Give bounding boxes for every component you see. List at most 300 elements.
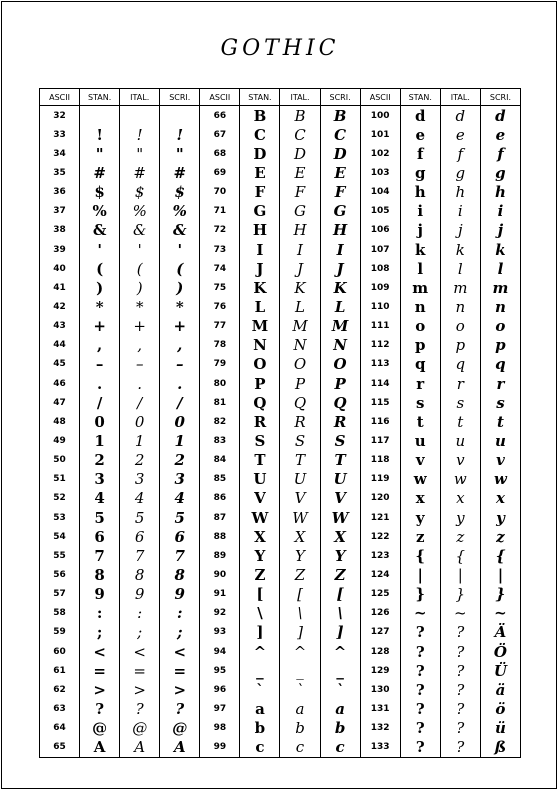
- standard-glyph-cell: &: [80, 221, 120, 240]
- italic-glyph-cell: (: [120, 259, 160, 278]
- standard-glyph-cell: 7: [80, 546, 120, 565]
- ascii-code-cell: 93: [200, 623, 240, 642]
- column-header-ascii-code: ASCII: [200, 89, 240, 106]
- standard-glyph-cell: _: [240, 661, 280, 680]
- script-glyph-cell: W: [320, 508, 360, 527]
- italic-glyph-cell: %: [120, 202, 160, 221]
- italic-glyph-cell: p: [440, 336, 480, 355]
- ascii-code-cell: 42: [40, 297, 80, 316]
- standard-glyph-cell: g: [400, 163, 440, 182]
- ascii-code-cell: 35: [40, 163, 80, 182]
- script-glyph-cell: A: [160, 738, 200, 758]
- italic-glyph-cell: }: [440, 585, 480, 604]
- script-glyph-cell: 6: [160, 527, 200, 546]
- standard-glyph-cell: D: [240, 144, 280, 163]
- column-header-italic-glyph: ITAL.: [120, 89, 160, 106]
- ascii-code-cell: 46: [40, 374, 80, 393]
- ascii-code-cell: 67: [200, 125, 240, 144]
- table-row: [40, 393, 521, 412]
- italic-glyph-cell: 2: [120, 451, 160, 470]
- italic-glyph-cell: C: [280, 125, 320, 144]
- italic-glyph-cell: A: [120, 738, 160, 758]
- standard-glyph-cell: G: [240, 202, 280, 221]
- table-row: [40, 738, 521, 758]
- italic-glyph-cell: x: [440, 489, 480, 508]
- standard-glyph-cell: ): [80, 278, 120, 297]
- ascii-code-cell: 63: [40, 699, 80, 718]
- italic-glyph-cell: J: [280, 259, 320, 278]
- script-glyph-cell: ,: [160, 336, 200, 355]
- standard-glyph-cell: `: [240, 680, 280, 699]
- italic-glyph-cell: 1: [120, 431, 160, 450]
- italic-glyph-cell: z: [440, 527, 480, 546]
- script-glyph-cell: e: [480, 125, 520, 144]
- ascii-code-cell: 102: [360, 144, 400, 163]
- script-glyph-cell: v: [480, 451, 520, 470]
- table-row: [40, 183, 521, 202]
- ascii-code-cell: 105: [360, 202, 400, 221]
- standard-glyph-cell: 9: [80, 585, 120, 604]
- ascii-code-cell: 133: [360, 738, 400, 758]
- table-row: [40, 546, 521, 565]
- standard-glyph-cell: o: [400, 317, 440, 336]
- ascii-code-cell: 112: [360, 336, 400, 355]
- script-glyph-cell: _: [320, 661, 360, 680]
- script-glyph-cell: ;: [160, 623, 200, 642]
- italic-glyph-cell: 0: [120, 412, 160, 431]
- italic-glyph-cell: K: [280, 278, 320, 297]
- script-glyph-cell: z: [480, 527, 520, 546]
- standard-glyph-cell: [80, 106, 120, 126]
- table-row: [40, 336, 521, 355]
- ascii-code-cell: 55: [40, 546, 80, 565]
- italic-glyph-cell: N: [280, 336, 320, 355]
- standard-glyph-cell: r: [400, 374, 440, 393]
- italic-glyph-cell: R: [280, 412, 320, 431]
- italic-glyph-cell: =: [120, 661, 160, 680]
- standard-glyph-cell: ,: [80, 336, 120, 355]
- ascii-code-cell: 75: [200, 278, 240, 297]
- standard-glyph-cell: |: [400, 565, 440, 584]
- italic-glyph-cell: *: [120, 297, 160, 316]
- standard-glyph-cell: e: [400, 125, 440, 144]
- script-glyph-cell: &: [160, 221, 200, 240]
- italic-glyph-cell: |: [440, 565, 480, 584]
- italic-glyph-cell: F: [280, 183, 320, 202]
- ascii-code-cell: 87: [200, 508, 240, 527]
- script-glyph-cell: c: [320, 738, 360, 758]
- ascii-code-cell: 117: [360, 431, 400, 450]
- standard-glyph-cell: $: [80, 183, 120, 202]
- ascii-code-cell: 36: [40, 183, 80, 202]
- standard-glyph-cell: (: [80, 259, 120, 278]
- standard-glyph-cell: +: [80, 317, 120, 336]
- standard-glyph-cell: .: [80, 374, 120, 393]
- script-glyph-cell: n: [480, 297, 520, 316]
- script-glyph-cell: #: [160, 163, 200, 182]
- script-glyph-cell: j: [480, 221, 520, 240]
- table-row: [40, 259, 521, 278]
- italic-glyph-cell: E: [280, 163, 320, 182]
- script-glyph-cell: ^: [320, 642, 360, 661]
- table-row: [40, 451, 521, 470]
- script-glyph-cell: Ä: [480, 623, 520, 642]
- ascii-code-cell: 84: [200, 451, 240, 470]
- script-glyph-cell: :: [160, 604, 200, 623]
- italic-glyph-cell: 3: [120, 470, 160, 489]
- script-glyph-cell: o: [480, 317, 520, 336]
- script-glyph-cell: 8: [160, 565, 200, 584]
- table-row: [40, 355, 521, 374]
- standard-glyph-cell: 3: [80, 470, 120, 489]
- ascii-code-cell: 122: [360, 527, 400, 546]
- standard-glyph-cell: m: [400, 278, 440, 297]
- ascii-code-cell: 113: [360, 355, 400, 374]
- italic-glyph-cell: r: [440, 374, 480, 393]
- ascii-code-cell: 43: [40, 317, 80, 336]
- script-glyph-cell: S: [320, 431, 360, 450]
- standard-glyph-cell: u: [400, 431, 440, 450]
- italic-glyph-cell: \: [280, 604, 320, 623]
- table-row: [40, 527, 521, 546]
- script-glyph-cell: (: [160, 259, 200, 278]
- ascii-code-cell: 34: [40, 144, 80, 163]
- standard-glyph-cell: W: [240, 508, 280, 527]
- ascii-code-cell: 95: [200, 661, 240, 680]
- ascii-code-cell: 51: [40, 470, 80, 489]
- ascii-code-cell: 130: [360, 680, 400, 699]
- standard-glyph-cell: Y: [240, 546, 280, 565]
- standard-glyph-cell: N: [240, 336, 280, 355]
- ascii-code-cell: 66: [200, 106, 240, 126]
- ascii-code-cell: 125: [360, 585, 400, 604]
- italic-glyph-cell: Z: [280, 565, 320, 584]
- script-glyph-cell: T: [320, 451, 360, 470]
- script-glyph-cell: ?: [160, 699, 200, 718]
- script-glyph-cell: G: [320, 202, 360, 221]
- italic-glyph-cell: _: [280, 661, 320, 680]
- column-header-ascii-code: ASCII: [40, 89, 80, 106]
- script-glyph-cell: Y: [320, 546, 360, 565]
- ascii-code-cell: 114: [360, 374, 400, 393]
- table-row: [40, 565, 521, 584]
- italic-glyph-cell: $: [120, 183, 160, 202]
- italic-glyph-cell: O: [280, 355, 320, 374]
- ascii-code-cell: 57: [40, 585, 80, 604]
- script-glyph-cell: %: [160, 202, 200, 221]
- script-glyph-cell: x: [480, 489, 520, 508]
- standard-glyph-cell: 2: [80, 451, 120, 470]
- italic-glyph-cell: ?: [120, 699, 160, 718]
- standard-glyph-cell: /: [80, 393, 120, 412]
- table-row: [40, 240, 521, 259]
- table-row: [40, 221, 521, 240]
- ascii-code-cell: 77: [200, 317, 240, 336]
- standard-glyph-cell: p: [400, 336, 440, 355]
- ascii-code-cell: 64: [40, 719, 80, 738]
- ascii-code-cell: 127: [360, 623, 400, 642]
- standard-glyph-cell: T: [240, 451, 280, 470]
- standard-glyph-cell: R: [240, 412, 280, 431]
- italic-glyph-cell: Y: [280, 546, 320, 565]
- standard-glyph-cell: d: [400, 106, 440, 126]
- standard-glyph-cell: a: [240, 699, 280, 718]
- standard-glyph-cell: Q: [240, 393, 280, 412]
- standard-glyph-cell: ^: [240, 642, 280, 661]
- standard-glyph-cell: \: [240, 604, 280, 623]
- italic-glyph-cell: h: [440, 183, 480, 202]
- script-glyph-cell: q: [480, 355, 520, 374]
- italic-glyph-cell: j: [440, 221, 480, 240]
- ascii-code-cell: 79: [200, 355, 240, 374]
- ascii-code-cell: 41: [40, 278, 80, 297]
- script-glyph-cell: ä: [480, 680, 520, 699]
- glyph-table: [39, 88, 521, 758]
- standard-glyph-cell: ?: [400, 699, 440, 718]
- italic-glyph-cell: V: [280, 489, 320, 508]
- italic-glyph-cell: T: [280, 451, 320, 470]
- script-glyph-cell: ß: [480, 738, 520, 758]
- script-glyph-cell: J: [320, 259, 360, 278]
- ascii-code-cell: 82: [200, 412, 240, 431]
- script-glyph-cell: *: [160, 297, 200, 316]
- ascii-code-cell: 49: [40, 431, 80, 450]
- italic-glyph-cell: b: [280, 719, 320, 738]
- standard-glyph-cell: <: [80, 642, 120, 661]
- table-row: [40, 604, 521, 623]
- script-glyph-cell: {: [480, 546, 520, 565]
- italic-glyph-cell: t: [440, 412, 480, 431]
- italic-glyph-cell: W: [280, 508, 320, 527]
- standard-glyph-cell: f: [400, 144, 440, 163]
- ascii-code-cell: 123: [360, 546, 400, 565]
- standard-glyph-cell: ?: [400, 719, 440, 738]
- script-glyph-cell: m: [480, 278, 520, 297]
- table-row: [40, 412, 521, 431]
- italic-glyph-cell: ": [120, 144, 160, 163]
- ascii-code-cell: 56: [40, 565, 80, 584]
- script-glyph-cell: ~: [480, 604, 520, 623]
- script-glyph-cell: K: [320, 278, 360, 297]
- standard-glyph-cell: }: [400, 585, 440, 604]
- column-header-standard-glyph: STAN.: [240, 89, 280, 106]
- ascii-code-cell: 104: [360, 183, 400, 202]
- italic-glyph-cell: I: [280, 240, 320, 259]
- ascii-code-cell: 72: [200, 221, 240, 240]
- column-header-italic-glyph: ITAL.: [440, 89, 480, 106]
- italic-glyph-cell: 8: [120, 565, 160, 584]
- standard-glyph-cell: ?: [80, 699, 120, 718]
- column-header-script-glyph: SCRI.: [480, 89, 520, 106]
- script-glyph-cell: 9: [160, 585, 200, 604]
- script-glyph-cell: R: [320, 412, 360, 431]
- ascii-code-cell: 99: [200, 738, 240, 758]
- ascii-code-cell: 90: [200, 565, 240, 584]
- standard-glyph-cell: ?: [400, 738, 440, 758]
- script-glyph-cell: ö: [480, 699, 520, 718]
- script-glyph-cell: h: [480, 183, 520, 202]
- italic-glyph-cell: &: [120, 221, 160, 240]
- table-row: [40, 489, 521, 508]
- ascii-code-cell: 76: [200, 297, 240, 316]
- table-row: [40, 508, 521, 527]
- standard-glyph-cell: n: [400, 297, 440, 316]
- script-glyph-cell: C: [320, 125, 360, 144]
- ascii-code-cell: 121: [360, 508, 400, 527]
- standard-glyph-cell: q: [400, 355, 440, 374]
- script-glyph-cell: .: [160, 374, 200, 393]
- table-row: [40, 297, 521, 316]
- script-glyph-cell: N: [320, 336, 360, 355]
- italic-glyph-cell: w: [440, 470, 480, 489]
- standard-glyph-cell: A: [80, 738, 120, 758]
- ascii-code-cell: 94: [200, 642, 240, 661]
- table-row: [40, 278, 521, 297]
- italic-glyph-cell: ?: [440, 680, 480, 699]
- italic-glyph-cell: –: [120, 355, 160, 374]
- standard-glyph-cell: b: [240, 719, 280, 738]
- ascii-code-cell: 83: [200, 431, 240, 450]
- standard-glyph-cell: B: [240, 106, 280, 126]
- table-row: [40, 163, 521, 182]
- script-glyph-cell: [: [320, 585, 360, 604]
- ascii-code-cell: 73: [200, 240, 240, 259]
- script-glyph-cell: O: [320, 355, 360, 374]
- standard-glyph-cell: @: [80, 719, 120, 738]
- italic-glyph-cell: /: [120, 393, 160, 412]
- ascii-code-cell: 50: [40, 451, 80, 470]
- standard-glyph-cell: Z: [240, 565, 280, 584]
- table-row: [40, 680, 521, 699]
- italic-glyph-cell: 7: [120, 546, 160, 565]
- ascii-code-cell: 60: [40, 642, 80, 661]
- italic-glyph-cell: .: [120, 374, 160, 393]
- table-row: [40, 470, 521, 489]
- script-glyph-cell: L: [320, 297, 360, 316]
- script-glyph-cell: k: [480, 240, 520, 259]
- italic-glyph-cell: y: [440, 508, 480, 527]
- standard-glyph-cell: ': [80, 240, 120, 259]
- standard-glyph-cell: ?: [400, 680, 440, 699]
- ascii-code-cell: 62: [40, 680, 80, 699]
- standard-glyph-cell: *: [80, 297, 120, 316]
- italic-glyph-cell: ,: [120, 336, 160, 355]
- standard-glyph-cell: y: [400, 508, 440, 527]
- script-glyph-cell: \: [320, 604, 360, 623]
- ascii-code-cell: 126: [360, 604, 400, 623]
- standard-glyph-cell: =: [80, 661, 120, 680]
- table-row: [40, 374, 521, 393]
- column-header-script-glyph: SCRI.: [160, 89, 200, 106]
- ascii-code-cell: 124: [360, 565, 400, 584]
- ascii-code-cell: 118: [360, 451, 400, 470]
- ascii-code-cell: 54: [40, 527, 80, 546]
- standard-glyph-cell: ~: [400, 604, 440, 623]
- ascii-code-cell: 116: [360, 412, 400, 431]
- italic-glyph-cell: D: [280, 144, 320, 163]
- ascii-code-cell: 59: [40, 623, 80, 642]
- ascii-code-cell: 131: [360, 699, 400, 718]
- standard-glyph-cell: ": [80, 144, 120, 163]
- standard-glyph-cell: 4: [80, 489, 120, 508]
- standard-glyph-cell: H: [240, 221, 280, 240]
- italic-glyph-cell: o: [440, 317, 480, 336]
- standard-glyph-cell: >: [80, 680, 120, 699]
- ascii-code-cell: 32: [40, 106, 80, 126]
- ascii-code-cell: 91: [200, 585, 240, 604]
- script-glyph-cell: +: [160, 317, 200, 336]
- italic-glyph-cell: Q: [280, 393, 320, 412]
- ascii-code-cell: 65: [40, 738, 80, 758]
- script-glyph-cell: 3: [160, 470, 200, 489]
- italic-glyph-cell: k: [440, 240, 480, 259]
- column-header-script-glyph: SCRI.: [320, 89, 360, 106]
- script-glyph-cell: M: [320, 317, 360, 336]
- script-glyph-cell: <: [160, 642, 200, 661]
- standard-glyph-cell: !: [80, 125, 120, 144]
- italic-glyph-cell: l: [440, 259, 480, 278]
- table-row: [40, 623, 521, 642]
- italic-glyph-cell: M: [280, 317, 320, 336]
- ascii-code-cell: 40: [40, 259, 80, 278]
- italic-glyph-cell: ~: [440, 604, 480, 623]
- standard-glyph-cell: J: [240, 259, 280, 278]
- italic-glyph-cell: [120, 106, 160, 126]
- ascii-code-cell: 47: [40, 393, 80, 412]
- script-glyph-cell: ü: [480, 719, 520, 738]
- italic-glyph-cell: L: [280, 297, 320, 316]
- script-glyph-cell: |: [480, 565, 520, 584]
- ascii-code-cell: 115: [360, 393, 400, 412]
- standard-glyph-cell: M: [240, 317, 280, 336]
- ascii-code-cell: 86: [200, 489, 240, 508]
- italic-glyph-cell: i: [440, 202, 480, 221]
- italic-glyph-cell: q: [440, 355, 480, 374]
- script-glyph-cell: 7: [160, 546, 200, 565]
- ascii-code-cell: 119: [360, 470, 400, 489]
- script-glyph-cell: ): [160, 278, 200, 297]
- ascii-code-cell: 100: [360, 106, 400, 126]
- standard-glyph-cell: O: [240, 355, 280, 374]
- table-row: [40, 202, 521, 221]
- italic-glyph-cell: c: [280, 738, 320, 758]
- script-glyph-cell: d: [480, 106, 520, 126]
- ascii-code-cell: 96: [200, 680, 240, 699]
- script-glyph-cell: w: [480, 470, 520, 489]
- script-glyph-cell: ": [160, 144, 200, 163]
- script-glyph-cell: 5: [160, 508, 200, 527]
- standard-glyph-cell: v: [400, 451, 440, 470]
- column-header-standard-glyph: STAN.: [80, 89, 120, 106]
- italic-glyph-cell: [: [280, 585, 320, 604]
- italic-glyph-cell: 6: [120, 527, 160, 546]
- ascii-code-cell: 98: [200, 719, 240, 738]
- table-row: [40, 642, 521, 661]
- standard-glyph-cell: i: [400, 202, 440, 221]
- italic-glyph-cell: s: [440, 393, 480, 412]
- script-glyph-cell: !: [160, 125, 200, 144]
- standard-glyph-cell: K: [240, 278, 280, 297]
- script-glyph-cell: r: [480, 374, 520, 393]
- standard-glyph-cell: ?: [400, 623, 440, 642]
- standard-glyph-cell: k: [400, 240, 440, 259]
- script-glyph-cell: i: [480, 202, 520, 221]
- italic-glyph-cell: {: [440, 546, 480, 565]
- column-header-ascii-code: ASCII: [360, 89, 400, 106]
- italic-glyph-cell: ;: [120, 623, 160, 642]
- standard-glyph-cell: :: [80, 604, 120, 623]
- standard-glyph-cell: X: [240, 527, 280, 546]
